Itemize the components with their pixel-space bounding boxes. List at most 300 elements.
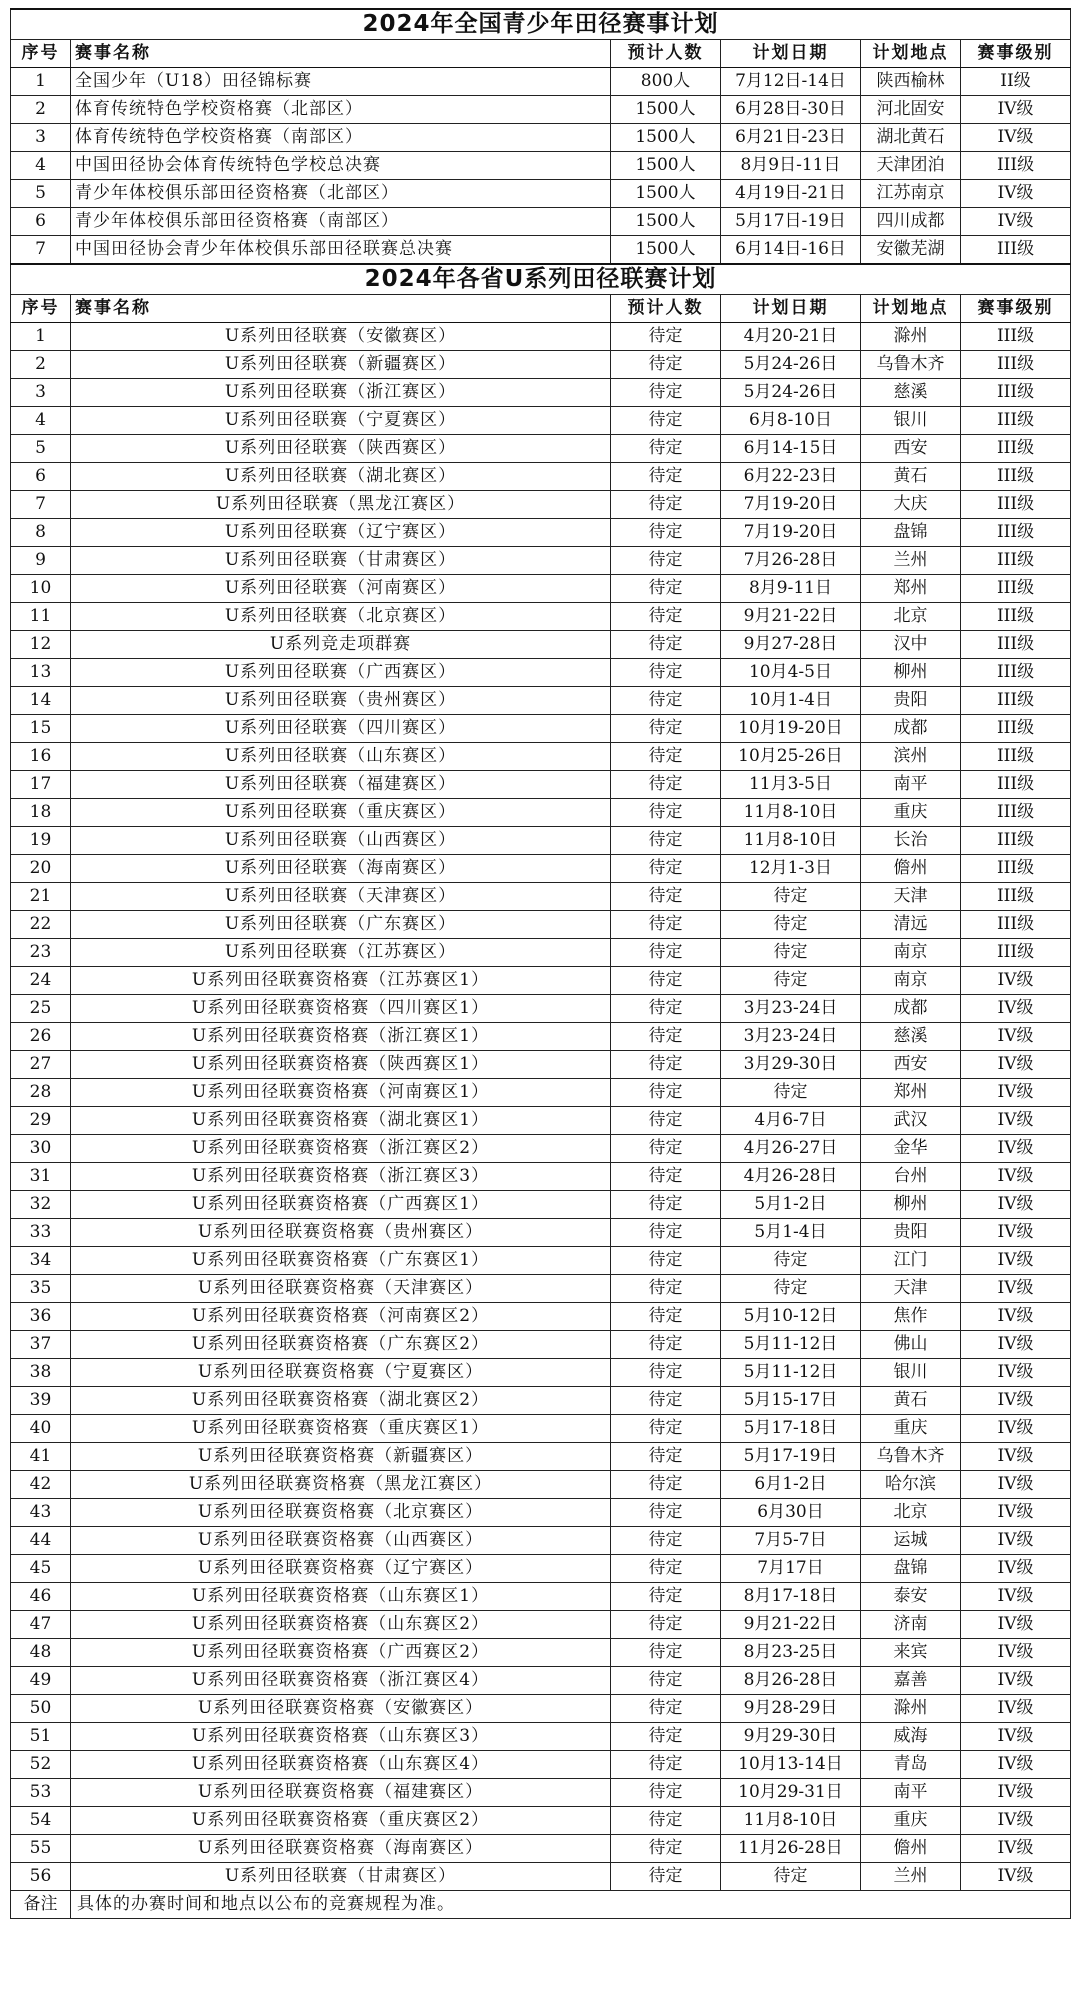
planned-location: 滁州 <box>861 323 961 351</box>
expected-count: 待定 <box>611 715 721 743</box>
planned-location: 河北固安 <box>861 96 961 124</box>
event-level: III级 <box>961 152 1071 180</box>
event-level: IV级 <box>961 1471 1071 1499</box>
provincial-title: 2024年各省U系列田径联赛计划 <box>11 264 1071 295</box>
provincial-title-row <box>11 264 1071 295</box>
event-level: III级 <box>961 687 1071 715</box>
event-level: IV级 <box>961 1863 1071 1891</box>
event-name: U系列田径联赛（湖北赛区） <box>71 463 611 491</box>
table-row <box>11 1051 1071 1079</box>
expected-count: 待定 <box>611 855 721 883</box>
event-level: IV级 <box>961 1555 1071 1583</box>
expected-count: 待定 <box>611 1415 721 1443</box>
table-row <box>11 351 1071 379</box>
table-row <box>11 1387 1071 1415</box>
event-name: 中国田径协会体育传统特色学校总决赛 <box>71 152 611 180</box>
header-planned-date: 计划日期 <box>721 295 861 323</box>
planned-date: 9月21-22日 <box>721 1611 861 1639</box>
event-level: III级 <box>961 715 1071 743</box>
planned-date: 10月25-26日 <box>721 743 861 771</box>
event-name: 体育传统特色学校资格赛（北部区） <box>71 96 611 124</box>
event-name: U系列田径联赛资格赛（海南赛区） <box>71 1835 611 1863</box>
planned-date: 7月17日 <box>721 1555 861 1583</box>
planned-location: 兰州 <box>861 1863 961 1891</box>
row-index: 8 <box>11 519 71 547</box>
event-name: U系列田径联赛资格赛（广东赛区1） <box>71 1247 611 1275</box>
event-level: II级 <box>961 68 1071 96</box>
event-name: U系列田径联赛资格赛（山东赛区2） <box>71 1611 611 1639</box>
table-row <box>11 603 1071 631</box>
expected-count: 待定 <box>611 1471 721 1499</box>
table-row <box>11 715 1071 743</box>
row-index: 38 <box>11 1359 71 1387</box>
expected-count: 1500人 <box>611 152 721 180</box>
event-level: III级 <box>961 911 1071 939</box>
row-index: 49 <box>11 1667 71 1695</box>
planned-date: 6月8-10日 <box>721 407 861 435</box>
table-row <box>11 152 1071 180</box>
row-index: 34 <box>11 1247 71 1275</box>
row-index: 14 <box>11 687 71 715</box>
table-row <box>11 995 1071 1023</box>
event-level: III级 <box>961 575 1071 603</box>
header-index: 序号 <box>11 40 71 68</box>
row-index: 1 <box>11 323 71 351</box>
event-name: U系列田径联赛（宁夏赛区） <box>71 407 611 435</box>
row-index: 27 <box>11 1051 71 1079</box>
row-index: 6 <box>11 463 71 491</box>
planned-location: 江苏南京 <box>861 180 961 208</box>
row-index: 52 <box>11 1751 71 1779</box>
planned-date: 6月28日-30日 <box>721 96 861 124</box>
event-name: U系列田径联赛资格赛（山东赛区4） <box>71 1751 611 1779</box>
planned-date: 9月28-29日 <box>721 1695 861 1723</box>
planned-location: 银川 <box>861 1359 961 1387</box>
event-name: U系列田径联赛资格赛（浙江赛区4） <box>71 1667 611 1695</box>
table-row <box>11 687 1071 715</box>
planned-date: 12月1-3日 <box>721 855 861 883</box>
event-name: U系列田径联赛资格赛（浙江赛区1） <box>71 1023 611 1051</box>
table-row <box>11 967 1071 995</box>
planned-location: 天津 <box>861 1275 961 1303</box>
table-row <box>11 1611 1071 1639</box>
event-name: U系列田径联赛（江苏赛区） <box>71 939 611 967</box>
planned-date: 9月27-28日 <box>721 631 861 659</box>
planned-location: 运城 <box>861 1527 961 1555</box>
event-level: IV级 <box>961 1359 1071 1387</box>
row-index: 42 <box>11 1471 71 1499</box>
row-index: 3 <box>11 124 71 152</box>
event-name: U系列田径联赛（河南赛区） <box>71 575 611 603</box>
event-name: U系列田径联赛资格赛（浙江赛区2） <box>71 1135 611 1163</box>
planned-date: 7月26-28日 <box>721 547 861 575</box>
planned-date: 9月21-22日 <box>721 603 861 631</box>
planned-location: 乌鲁木齐 <box>861 1443 961 1471</box>
planned-location: 南京 <box>861 967 961 995</box>
row-index: 16 <box>11 743 71 771</box>
planned-location: 金华 <box>861 1135 961 1163</box>
event-name: U系列田径联赛（黑龙江赛区） <box>71 491 611 519</box>
event-level: IV级 <box>961 96 1071 124</box>
row-index: 37 <box>11 1331 71 1359</box>
table-row <box>11 883 1071 911</box>
planned-date: 待定 <box>721 1079 861 1107</box>
planned-location: 北京 <box>861 1499 961 1527</box>
planned-location: 黄石 <box>861 463 961 491</box>
header-planned-location: 计划地点 <box>861 40 961 68</box>
planned-date: 11月26-28日 <box>721 1835 861 1863</box>
event-name: U系列田径联赛（四川赛区） <box>71 715 611 743</box>
expected-count: 待定 <box>611 883 721 911</box>
expected-count: 待定 <box>611 939 721 967</box>
event-level: IV级 <box>961 1051 1071 1079</box>
planned-date: 5月24-26日 <box>721 379 861 407</box>
table-row <box>11 1135 1071 1163</box>
table-row <box>11 1415 1071 1443</box>
table-row <box>11 463 1071 491</box>
row-index: 2 <box>11 351 71 379</box>
expected-count: 待定 <box>611 1639 721 1667</box>
expected-count: 待定 <box>611 799 721 827</box>
table-row <box>11 379 1071 407</box>
planned-location: 重庆 <box>861 799 961 827</box>
table-row <box>11 939 1071 967</box>
row-index: 24 <box>11 967 71 995</box>
row-index: 10 <box>11 575 71 603</box>
event-name: 体育传统特色学校资格赛（南部区） <box>71 124 611 152</box>
event-level: IV级 <box>961 1667 1071 1695</box>
planned-location: 兰州 <box>861 547 961 575</box>
row-index: 32 <box>11 1191 71 1219</box>
event-name: U系列田径联赛资格赛（北京赛区） <box>71 1499 611 1527</box>
row-index: 20 <box>11 855 71 883</box>
row-index: 43 <box>11 1499 71 1527</box>
row-index: 7 <box>11 491 71 519</box>
planned-location: 汉中 <box>861 631 961 659</box>
note-row <box>11 1891 1071 1919</box>
row-index: 50 <box>11 1695 71 1723</box>
event-name: U系列田径联赛资格赛（广东赛区2） <box>71 1331 611 1359</box>
event-level: IV级 <box>961 1723 1071 1751</box>
planned-date: 待定 <box>721 1275 861 1303</box>
row-index: 4 <box>11 407 71 435</box>
event-level: III级 <box>961 883 1071 911</box>
planned-date: 8月9日-11日 <box>721 152 861 180</box>
planned-location: 北京 <box>861 603 961 631</box>
event-level: III级 <box>961 771 1071 799</box>
event-level: IV级 <box>961 967 1071 995</box>
event-name: U系列田径联赛资格赛（重庆赛区1） <box>71 1415 611 1443</box>
planned-date: 10月19-20日 <box>721 715 861 743</box>
planned-date: 6月14日-16日 <box>721 236 861 265</box>
expected-count: 待定 <box>611 911 721 939</box>
row-index: 15 <box>11 715 71 743</box>
expected-count: 待定 <box>611 519 721 547</box>
header-event-name: 赛事名称 <box>71 295 611 323</box>
table-row <box>11 519 1071 547</box>
expected-count: 待定 <box>611 435 721 463</box>
event-level: IV级 <box>961 995 1071 1023</box>
planned-location: 盘锦 <box>861 519 961 547</box>
planned-date: 5月11-12日 <box>721 1331 861 1359</box>
planned-location: 嘉善 <box>861 1667 961 1695</box>
event-level: IV级 <box>961 124 1071 152</box>
row-index: 29 <box>11 1107 71 1135</box>
row-index: 45 <box>11 1555 71 1583</box>
event-level: IV级 <box>961 1107 1071 1135</box>
table-row <box>11 124 1071 152</box>
row-index: 13 <box>11 659 71 687</box>
row-index: 22 <box>11 911 71 939</box>
event-level: IV级 <box>961 1247 1071 1275</box>
planned-location: 贵阳 <box>861 687 961 715</box>
expected-count: 待定 <box>611 1331 721 1359</box>
row-index: 33 <box>11 1219 71 1247</box>
expected-count: 待定 <box>611 1023 721 1051</box>
header-expected-count: 预计人数 <box>611 40 721 68</box>
table-row <box>11 1555 1071 1583</box>
event-level: III级 <box>961 407 1071 435</box>
planned-date: 6月1-2日 <box>721 1471 861 1499</box>
row-index: 48 <box>11 1639 71 1667</box>
event-level: IV级 <box>961 1779 1071 1807</box>
event-name: U系列田径联赛资格赛（贵州赛区） <box>71 1219 611 1247</box>
planned-location: 儋州 <box>861 855 961 883</box>
event-name: U系列田径联赛（海南赛区） <box>71 855 611 883</box>
table-row <box>11 575 1071 603</box>
header-planned-date: 计划日期 <box>721 40 861 68</box>
table-row <box>11 1667 1071 1695</box>
table-row <box>11 1247 1071 1275</box>
table-row <box>11 236 1071 265</box>
table-row <box>11 1331 1071 1359</box>
row-index: 1 <box>11 68 71 96</box>
event-name: U系列田径联赛资格赛（重庆赛区2） <box>71 1807 611 1835</box>
event-level: IV级 <box>961 1751 1071 1779</box>
expected-count: 待定 <box>611 743 721 771</box>
planned-date: 6月22-23日 <box>721 463 861 491</box>
schedule-table <box>10 8 1071 1919</box>
expected-count: 待定 <box>611 687 721 715</box>
table-row <box>11 1751 1071 1779</box>
event-name: U系列田径联赛资格赛（广西赛区2） <box>71 1639 611 1667</box>
event-level: IV级 <box>961 208 1071 236</box>
expected-count: 待定 <box>611 323 721 351</box>
planned-location: 哈尔滨 <box>861 1471 961 1499</box>
event-level: III级 <box>961 659 1071 687</box>
row-index: 7 <box>11 236 71 265</box>
event-name: U系列田径联赛资格赛（江苏赛区1） <box>71 967 611 995</box>
expected-count: 待定 <box>611 1079 721 1107</box>
table-row <box>11 1079 1071 1107</box>
planned-location: 清远 <box>861 911 961 939</box>
table-row <box>11 491 1071 519</box>
row-index: 21 <box>11 883 71 911</box>
event-name: U系列田径联赛资格赛（新疆赛区） <box>71 1443 611 1471</box>
event-level: IV级 <box>961 1499 1071 1527</box>
event-level: IV级 <box>961 1527 1071 1555</box>
table-row <box>11 1023 1071 1051</box>
planned-location: 慈溪 <box>861 379 961 407</box>
row-index: 2 <box>11 96 71 124</box>
planned-date: 5月1-4日 <box>721 1219 861 1247</box>
event-name: U系列田径联赛资格赛（山东赛区3） <box>71 1723 611 1751</box>
table-row <box>11 631 1071 659</box>
event-name: U系列田径联赛（广东赛区） <box>71 911 611 939</box>
planned-location: 武汉 <box>861 1107 961 1135</box>
row-index: 11 <box>11 603 71 631</box>
planned-location: 西安 <box>861 1051 961 1079</box>
expected-count: 1500人 <box>611 236 721 265</box>
planned-location: 黄石 <box>861 1387 961 1415</box>
event-level: IV级 <box>961 1583 1071 1611</box>
planned-date: 待定 <box>721 967 861 995</box>
event-level: III级 <box>961 519 1071 547</box>
table-row <box>11 1863 1071 1891</box>
expected-count: 待定 <box>611 547 721 575</box>
expected-count: 待定 <box>611 771 721 799</box>
note-label: 备注 <box>11 1891 71 1919</box>
table-row <box>11 96 1071 124</box>
event-name: U系列田径联赛资格赛（河南赛区2） <box>71 1303 611 1331</box>
event-name: U系列田径联赛资格赛（黑龙江赛区） <box>71 1471 611 1499</box>
event-name: U系列田径联赛资格赛（浙江赛区3） <box>71 1163 611 1191</box>
expected-count: 待定 <box>611 491 721 519</box>
expected-count: 1500人 <box>611 96 721 124</box>
planned-location: 湖北黄石 <box>861 124 961 152</box>
expected-count: 待定 <box>611 379 721 407</box>
planned-location: 四川成都 <box>861 208 961 236</box>
planned-location: 台州 <box>861 1163 961 1191</box>
table-row <box>11 1303 1071 1331</box>
event-name: U系列田径联赛（新疆赛区） <box>71 351 611 379</box>
table-row <box>11 1779 1071 1807</box>
expected-count: 1500人 <box>611 208 721 236</box>
event-name: U系列田径联赛（重庆赛区） <box>71 799 611 827</box>
event-level: IV级 <box>961 1835 1071 1863</box>
row-index: 6 <box>11 208 71 236</box>
planned-date: 11月8-10日 <box>721 1807 861 1835</box>
expected-count: 待定 <box>611 1247 721 1275</box>
row-index: 31 <box>11 1163 71 1191</box>
expected-count: 待定 <box>611 463 721 491</box>
planned-location: 银川 <box>861 407 961 435</box>
planned-location: 济南 <box>861 1611 961 1639</box>
header-event-level: 赛事级别 <box>961 40 1071 68</box>
event-name: U系列田径联赛（陕西赛区） <box>71 435 611 463</box>
event-name: U系列田径联赛（山东赛区） <box>71 743 611 771</box>
event-name: U系列田径联赛（福建赛区） <box>71 771 611 799</box>
event-level: III级 <box>961 236 1071 265</box>
table-row <box>11 1443 1071 1471</box>
expected-count: 1500人 <box>611 124 721 152</box>
event-name: U系列田径联赛资格赛（辽宁赛区） <box>71 1555 611 1583</box>
event-level: IV级 <box>961 1023 1071 1051</box>
event-level: III级 <box>961 491 1071 519</box>
expected-count: 待定 <box>611 1275 721 1303</box>
row-index: 26 <box>11 1023 71 1051</box>
event-level: III级 <box>961 855 1071 883</box>
event-name: 青少年体校俱乐部田径资格赛（北部区） <box>71 180 611 208</box>
planned-date: 7月19-20日 <box>721 491 861 519</box>
expected-count: 待定 <box>611 995 721 1023</box>
planned-location: 滁州 <box>861 1695 961 1723</box>
expected-count: 待定 <box>611 1219 721 1247</box>
event-name: U系列田径联赛（贵州赛区） <box>71 687 611 715</box>
row-index: 30 <box>11 1135 71 1163</box>
planned-location: 乌鲁木齐 <box>861 351 961 379</box>
planned-date: 待定 <box>721 1863 861 1891</box>
planned-location: 盘锦 <box>861 1555 961 1583</box>
planned-location: 儋州 <box>861 1835 961 1863</box>
expected-count: 待定 <box>611 1051 721 1079</box>
planned-location: 江门 <box>861 1247 961 1275</box>
row-index: 55 <box>11 1835 71 1863</box>
table-row <box>11 1835 1071 1863</box>
planned-date: 5月17日-19日 <box>721 208 861 236</box>
planned-location: 南平 <box>861 771 961 799</box>
event-level: IV级 <box>961 1639 1071 1667</box>
planned-date: 8月17-18日 <box>721 1583 861 1611</box>
event-name: U系列田径联赛（浙江赛区） <box>71 379 611 407</box>
event-name: U系列田径联赛资格赛（山西赛区） <box>71 1527 611 1555</box>
table-row <box>11 1191 1071 1219</box>
planned-date: 4月26-27日 <box>721 1135 861 1163</box>
event-level: III级 <box>961 603 1071 631</box>
event-name: U系列田径联赛（甘肃赛区） <box>71 1863 611 1891</box>
provincial-header-row <box>11 295 1071 323</box>
table-row <box>11 1219 1071 1247</box>
header-event-level: 赛事级别 <box>961 295 1071 323</box>
table-row <box>11 68 1071 96</box>
planned-location: 陕西榆林 <box>861 68 961 96</box>
expected-count: 待定 <box>611 1723 721 1751</box>
row-index: 35 <box>11 1275 71 1303</box>
table-row <box>11 1723 1071 1751</box>
planned-location: 滨州 <box>861 743 961 771</box>
row-index: 46 <box>11 1583 71 1611</box>
planned-location: 慈溪 <box>861 1023 961 1051</box>
expected-count: 待定 <box>611 1863 721 1891</box>
table-row <box>11 1583 1071 1611</box>
event-level: III级 <box>961 547 1071 575</box>
event-name: U系列田径联赛（山西赛区） <box>71 827 611 855</box>
event-level: III级 <box>961 743 1071 771</box>
event-level: IV级 <box>961 1387 1071 1415</box>
row-index: 17 <box>11 771 71 799</box>
planned-date: 11月8-10日 <box>721 827 861 855</box>
event-name: 中国田径协会青少年体校俱乐部田径联赛总决赛 <box>71 236 611 265</box>
event-name: U系列田径联赛（天津赛区） <box>71 883 611 911</box>
planned-date: 待定 <box>721 939 861 967</box>
row-index: 41 <box>11 1443 71 1471</box>
event-name: U系列田径联赛资格赛（山东赛区1） <box>71 1583 611 1611</box>
row-index: 53 <box>11 1779 71 1807</box>
expected-count: 待定 <box>611 1555 721 1583</box>
event-level: III级 <box>961 379 1071 407</box>
expected-count: 待定 <box>611 1807 721 1835</box>
planned-date: 5月11-12日 <box>721 1359 861 1387</box>
planned-location: 安徽芜湖 <box>861 236 961 265</box>
event-name: U系列田径联赛资格赛（陕西赛区1） <box>71 1051 611 1079</box>
event-name: U系列竞走项群赛 <box>71 631 611 659</box>
event-name: 青少年体校俱乐部田径资格赛（南部区） <box>71 208 611 236</box>
planned-location: 大庆 <box>861 491 961 519</box>
event-level: IV级 <box>961 1191 1071 1219</box>
planned-date: 5月1-2日 <box>721 1191 861 1219</box>
planned-date: 3月23-24日 <box>721 1023 861 1051</box>
table-row <box>11 1107 1071 1135</box>
